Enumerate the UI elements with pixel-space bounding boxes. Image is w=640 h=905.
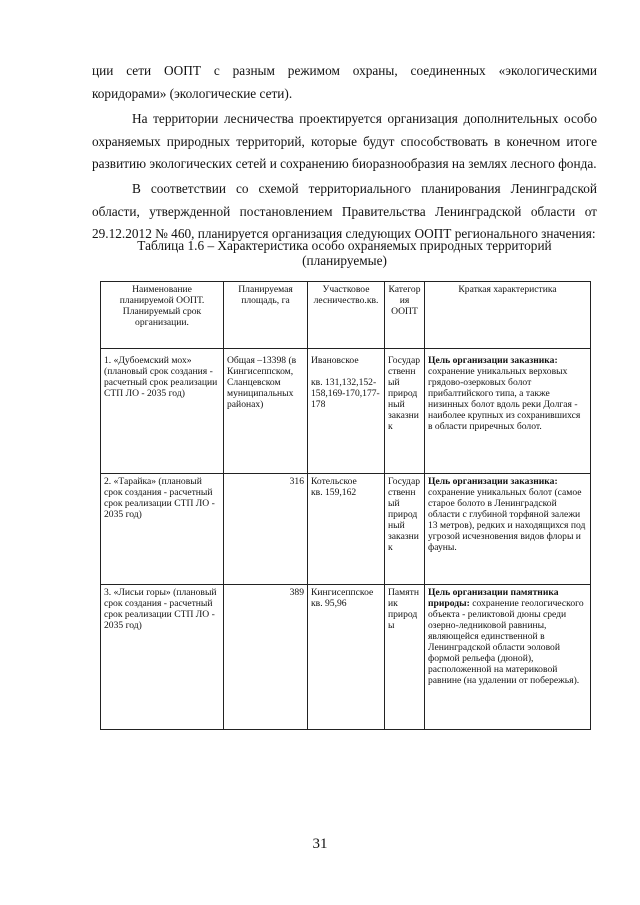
paragraph-territorial-scheme: В соответствии со схемой территориального планирования Ленинградской области, утвержденной постановлением Правительства Ленинградской области от 29.12.2012 № 460, планируется организация следующих ООПТ регионального значения: [92,181,597,241]
header-name: Наименование планируемой ООПТ. Планируемый срок организации. [101,282,224,349]
table-row [101,474,591,585]
forest-name: Кингисеппское [311,587,374,598]
cell-area: Общая –13398 (в Кингисеппском, Сланцевском муниципальных районах) [224,349,308,474]
table-caption-title: Таблица 1.6 – Характеристика особо охраняемых природных территорий [137,238,552,253]
paragraph-intro-continuation: ции сети ООПТ с разным режимом охраны, соединенных «экологическими коридорами» (экологические сети). [92,63,597,101]
cell-category: Государственный природный заказник [385,349,425,474]
cell-name: 2. «Тарайка» (плановый срок создания - расчетный срок реализации СТП ЛО - 2035 год) [101,474,224,585]
table-row [101,585,591,730]
forest-quarters: кв. 159,162 [311,487,357,498]
forest-name: Котельское [311,476,357,487]
cell-category: Памятник природы [385,585,425,730]
cell-area: 316 [224,474,308,585]
goal-label: Цель организации памятника природы: [428,587,559,609]
goal-label: Цель организации заказника: [428,355,558,366]
forest-quarters: кв. 95,96 [311,598,347,609]
cell-description [425,349,591,474]
table-caption [92,238,597,268]
cell-forest [308,474,385,585]
forest-name: Ивановское [311,355,359,366]
description-text: сохранение геологического объекта - реликтовой дюны среди озерно-ледниковой равнины, являющейся единственной в Ленинградской области эоловой формой рельефа (дюной), расположенной на материковой равнине (на удалении от побережья). [428,598,584,686]
description-text: сохранение уникальных болот (самое старое болото в Ленинградской области с глубиной торфяной залежи 13 метров), редких и находящихся под угрозой исчезновения видов флоры и фауны. [428,487,586,553]
table-header-row [101,282,591,349]
forest-quarters: кв. 131,132,152-158,169-170,177-178 [311,377,380,410]
header-area: Планируемая площадь, га [224,282,308,349]
paragraph-forestry-plans: На территории лесничества проектируется организация дополнительных особо охраняемых природных территорий, которые будут способствовать в конечном итоге развитию экологических сетей и сохранению биоразнообразия на землях лесного фонда. [92,111,597,171]
page-number: 31 [312,836,328,852]
header-forest: Участковое лесничество.кв. [308,282,385,349]
cell-category: Государственный природный заказник [385,474,425,585]
cell-name: 3. «Лисьи горы» (плановый срок создания - расчетный срок реализации СТП ЛО - 2035 год) [101,585,224,730]
cell-name: 1. «Дубоемский мох» (плановый срок создания - расчетный срок реализации СТП ЛО - 2035 год) [101,349,224,474]
header-category: Категория ООПТ [385,282,425,349]
cell-forest [308,349,385,474]
oopt-table [100,281,591,730]
cell-description [425,585,591,730]
header-description: Краткая характеристика [425,282,591,349]
cell-description [425,474,591,585]
cell-area: 389 [224,585,308,730]
cell-forest [308,585,385,730]
table-caption-subtitle: (планируемые) [302,253,387,268]
goal-label: Цель организации заказника: [428,476,558,487]
description-text: сохранение уникальных верховых грядово-озерковых болот прибалтийского типа, а также низинных болот вдоль реки Долгая - наиболее крупных из сохранившихся в области приречных болот. [428,366,581,432]
table-row [101,349,591,474]
